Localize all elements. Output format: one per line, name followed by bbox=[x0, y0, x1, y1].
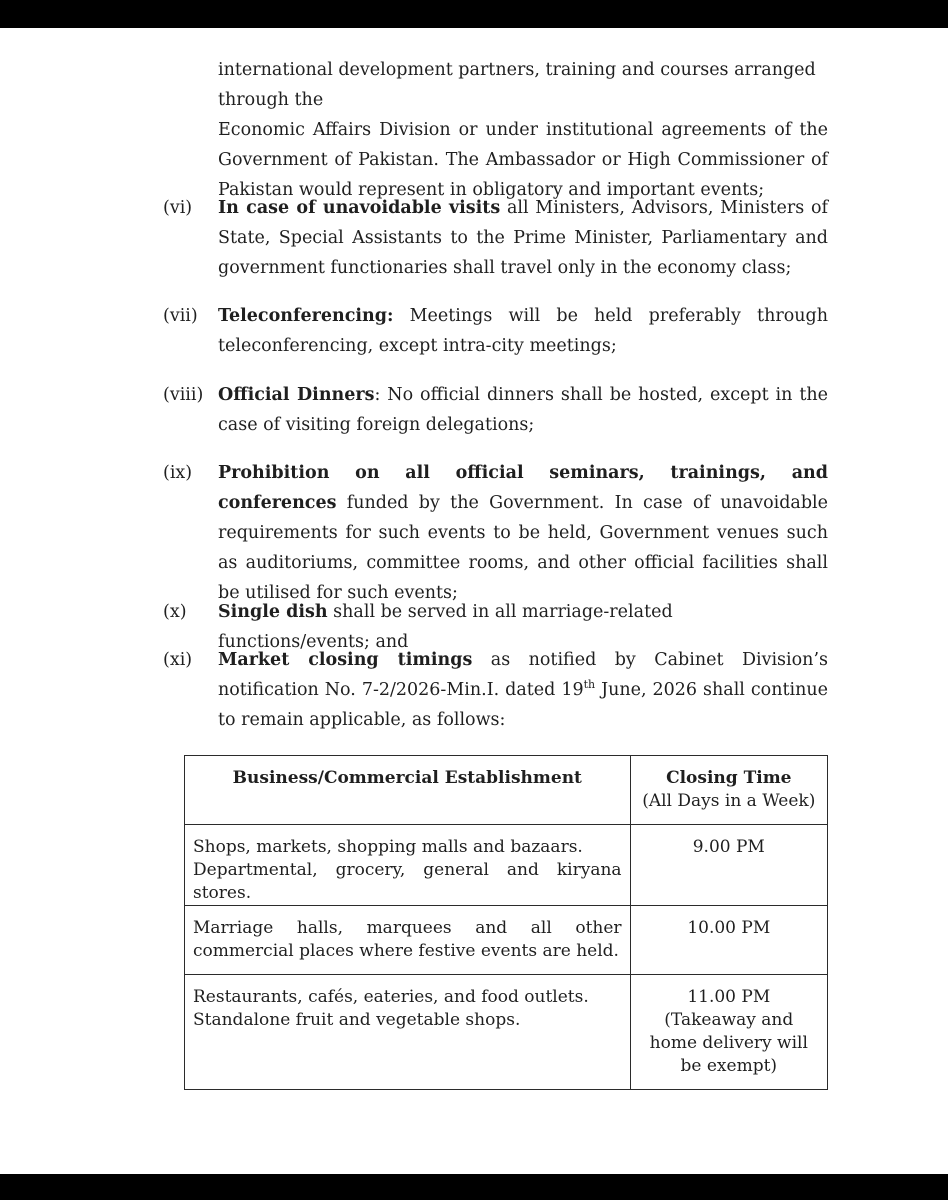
establishment-text: Marriage halls, marquees and all other commercial places where festive events are held. bbox=[193, 918, 622, 961]
item-text: as notified by Cabinet Division’s notification No. 7-2/2026-Min.I. dated 19 bbox=[218, 650, 828, 700]
closing-time-cell bbox=[630, 825, 827, 906]
continued-paragraph bbox=[218, 55, 828, 205]
item-bold-lead: Prohibition on all official seminars, trainings, and conferences bbox=[218, 463, 828, 513]
item-text: all Ministers, Advisors, Ministers of State, Special Assistants to the Prime Minister, Parliamentary and government functionaries shall travel only in the economy class; bbox=[218, 198, 828, 278]
closing-time-cell bbox=[630, 906, 827, 975]
item-body bbox=[218, 458, 828, 608]
item-text: funded by the Government. In case of unavoidable requirements for such events to be held, Government venues such as auditoriums, committee rooms, and other official facilities shall be utilised for such events; bbox=[218, 493, 828, 603]
closing-time: 10.00 PM bbox=[687, 918, 771, 938]
closing-time-note: (Takeaway and home delivery will be exempt) bbox=[649, 1010, 808, 1076]
table-row bbox=[185, 825, 828, 906]
item-number: (x) bbox=[163, 602, 187, 622]
item-number: (xi) bbox=[163, 650, 193, 670]
header-closing-time-sub: (All Days in a Week) bbox=[642, 791, 816, 811]
establishment-text: Departmental, grocery, general and kiryana stores. bbox=[193, 860, 622, 903]
header-establishment bbox=[185, 756, 631, 825]
paragraph-line: Government of Pakistan. The Ambassador or High Commissioner of bbox=[218, 150, 828, 170]
paragraph-line: Pakistan would represent in obligatory and important events; bbox=[218, 180, 765, 200]
item-bold-lead: Single dish bbox=[218, 602, 328, 622]
item-text: shall be served in all marriage-related functions/events; and bbox=[218, 602, 673, 652]
item-bold-lead: Teleconferencing: bbox=[218, 306, 394, 326]
item-text: June, 2026 shall continue to remain applicable, as follows: bbox=[218, 680, 828, 730]
item-number: (vi) bbox=[163, 198, 193, 218]
item-body bbox=[218, 301, 828, 361]
item-body bbox=[218, 645, 828, 735]
closing-time: 9.00 PM bbox=[692, 837, 765, 857]
item-body bbox=[218, 380, 828, 440]
document-page bbox=[0, 28, 948, 1174]
establishment-text: Shops, markets, shopping malls and bazaars. bbox=[193, 837, 583, 857]
paragraph-line: international development partners, training and courses arranged through the bbox=[218, 60, 816, 110]
closing-time: 11.00 PM bbox=[687, 987, 771, 1007]
establishment-cell bbox=[185, 975, 631, 1090]
table-row bbox=[185, 906, 828, 975]
header-closing-time bbox=[630, 756, 827, 825]
item-bold-lead: Market closing timings bbox=[218, 650, 473, 670]
closing-times-table bbox=[184, 755, 828, 1090]
item-number: (viii) bbox=[163, 385, 204, 405]
header-establishment-label: Business/Commercial Establishment bbox=[232, 768, 582, 788]
table-header-row bbox=[185, 756, 828, 825]
ordinal-suffix: th bbox=[583, 678, 596, 692]
establishment-text: Standalone fruit and vegetable shops. bbox=[193, 1010, 521, 1030]
closing-time-cell bbox=[630, 975, 827, 1090]
header-closing-time-label: Closing Time bbox=[666, 768, 792, 788]
item-body bbox=[218, 193, 828, 283]
paragraph-line: Economic Affairs Division or under institutional agreements of the bbox=[218, 120, 828, 140]
item-text: Meetings will be held preferably through teleconferencing, except intra-city meetings; bbox=[218, 306, 828, 356]
establishment-text: Restaurants, cafés, eateries, and food outlets. bbox=[193, 987, 589, 1007]
item-number: (ix) bbox=[163, 463, 193, 483]
item-text: : No official dinners shall be hosted, except in the case of visiting foreign delegations; bbox=[218, 385, 828, 435]
item-number: (vii) bbox=[163, 306, 198, 326]
establishment-cell bbox=[185, 825, 631, 906]
item-bold-lead: In case of unavoidable visits bbox=[218, 198, 501, 218]
item-bold-lead: Official Dinners bbox=[218, 385, 375, 405]
table-row bbox=[185, 975, 828, 1090]
establishment-cell bbox=[185, 906, 631, 975]
